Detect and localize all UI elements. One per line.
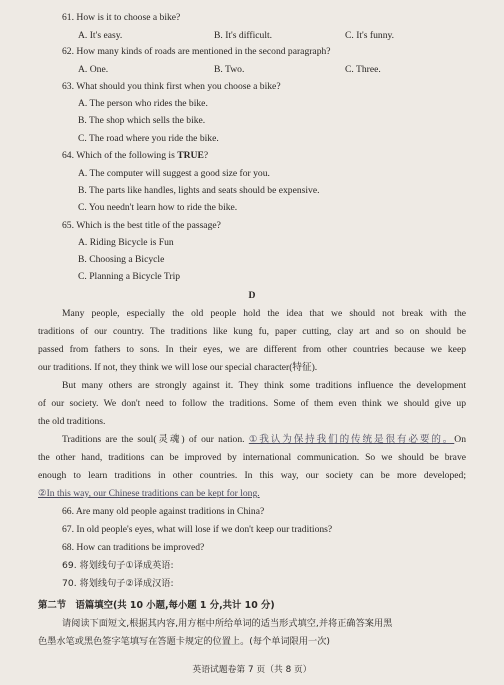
option-65-c: C. Planning a Bicycle Trip	[78, 271, 181, 282]
option-65-a: A. Riding Bicycle is Fun	[78, 237, 174, 248]
passage-line: Traditions are the soul(灵魂) of our nation. ①我认为保持我们的传统是很有必要的。On	[62, 434, 467, 445]
option-62-c: C. Three.	[345, 64, 381, 75]
option-63-c: C. The road where you ride the bike.	[78, 133, 219, 144]
passage-line: our traditions. If not, they think we will lose our special character(特征).	[38, 362, 318, 373]
passage-line: But many others are strongly against it. They think some traditions influence the development	[62, 380, 466, 391]
question-66: 66. Are many old people against traditions in China?	[62, 506, 265, 517]
option-64-b: B. The parts like handles, lights and seats should be expensive.	[78, 185, 320, 196]
question-61: 61. How is it to choose a bike?	[62, 12, 181, 23]
passage-line: of our society. We don't need to follow the traditions. Some of them even think we should give up	[38, 398, 466, 409]
question-62: 62. How many kinds of roads are mentioned in the second paragraph?	[62, 46, 331, 57]
underlined-sentence-2: ②In this way, our Chinese traditions can be kept for long.	[38, 488, 260, 499]
option-64-c: C. You needn't learn how to ride the bike.	[78, 202, 238, 213]
option-65-b: B. Choosing a Bicycle	[78, 254, 165, 265]
passage-line	[38, 488, 466, 500]
option-62-a: A. One.	[78, 64, 109, 75]
emphasis-true: TRUE	[177, 150, 204, 161]
passage-line: Many people, especially the old people hold the idea that we should not break with the	[62, 308, 466, 319]
passage-line: traditions of our country. The traditions like kung fu, paper cutting, clay art and so on should be	[38, 326, 466, 337]
option-61-b: B. It's difficult.	[214, 30, 273, 41]
part-two-title: 第二节 语篇填空(共 10 小题,每小题 1 分,共计 10 分)	[38, 600, 275, 611]
question-69: 69. 将划线句子①译成英语:	[62, 560, 174, 571]
option-64-a: A. The computer will suggest a good size for you.	[78, 168, 270, 179]
question-68: 68. How can traditions be improved?	[62, 542, 205, 553]
passage-line: the old traditions.	[38, 416, 106, 427]
passage-line: passed from fathers to sons. In their eyes, we are different from other countries because we keep	[38, 344, 466, 355]
section-heading-d: D	[248, 290, 256, 301]
question-65: 65. Which is the best title of the passage?	[62, 220, 221, 231]
page-footer: 英语试题卷第 7 页（共 8 页）	[192, 665, 312, 675]
part-two-instructions: 色墨水笔或黑色签字笔填写在答题卡规定的位置上。(每个单词限用一次)	[38, 636, 330, 647]
part-two-instructions: 请阅读下面短文,根据其内容,用方框中所给单词的适当形式填空,并将正确答案用黑	[62, 618, 393, 629]
passage-line: enough to learn traditions in other countries. In this way, our society can be more developed;	[38, 470, 466, 481]
question-67: 67. In old people's eyes, what will lose if we don't keep our traditions?	[62, 524, 333, 535]
option-61-a: A. It's easy.	[78, 30, 123, 41]
option-63-a: A. The person who rides the bike.	[78, 98, 208, 109]
question-64: 64. Which of the following is TRUE?	[62, 150, 209, 161]
option-61-c: C. It's funny.	[345, 30, 395, 41]
question-63: 63. What should you think first when you choose a bike?	[62, 81, 281, 92]
underlined-sentence-1: ①我认为保持我们的传统是很有必要的。	[248, 434, 455, 445]
passage-line: the other hand, traditions can be improved by international communication. So we should be brave	[38, 452, 466, 463]
option-62-b: B. Two.	[214, 64, 245, 75]
question-70: 70. 将划线句子②译成汉语:	[62, 578, 174, 589]
option-63-b: B. The shop which sells the bike.	[78, 115, 206, 126]
